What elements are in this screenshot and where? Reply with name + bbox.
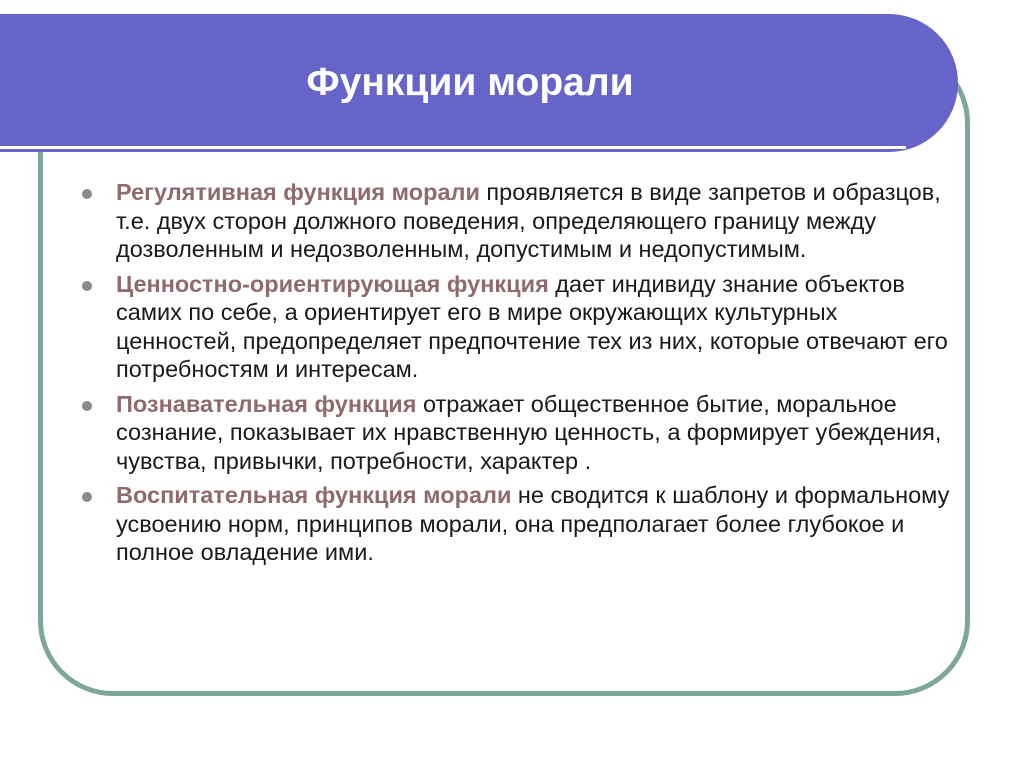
bullet-dot-icon <box>82 281 92 291</box>
bullet-text: проявляется в виде запретов и образцов, т.е. двух сторон должного поведения, определяющего границу между дозволенным и недозволенным, допустимым и недопустимым. <box>116 179 941 262</box>
bullet-text: не сводится к шаблону и формальному усвоению норм, принципов морали, она предполагает более глубокое и полное овладение ими. <box>116 482 950 565</box>
bullet-list <box>80 178 960 573</box>
bullet-term: Воспитательная функция морали <box>116 482 512 508</box>
bullet-item <box>80 481 960 567</box>
bullet-dot-icon <box>82 492 92 502</box>
bullet-item <box>80 178 960 264</box>
bullet-dot-icon <box>82 401 92 411</box>
bullet-dot-icon <box>82 189 92 199</box>
bullet-item <box>80 270 960 384</box>
bullet-term: Ценностно-ориентирующая функция <box>116 270 549 297</box>
bullet-text: дает индивиду знание объектов самих по себе, а ориентирует его в мире окружающих культурных ценностей, предопределяет предпочтение тех из них, которые отвечают его потребностям и интересам. <box>116 270 948 382</box>
bullet-term: Регулятивная функция морали <box>116 179 480 205</box>
slide-title: Функции морали <box>306 61 634 104</box>
title-underline <box>0 146 906 149</box>
bullet-item <box>80 390 960 476</box>
bullet-term: Познавательная функция <box>116 390 417 417</box>
bullet-text: отражает общественное бытие, моральное сознание, показывает их нравственную ценность, а формирует убеждения, чувства, привычки, потребности, характер . <box>116 390 942 474</box>
